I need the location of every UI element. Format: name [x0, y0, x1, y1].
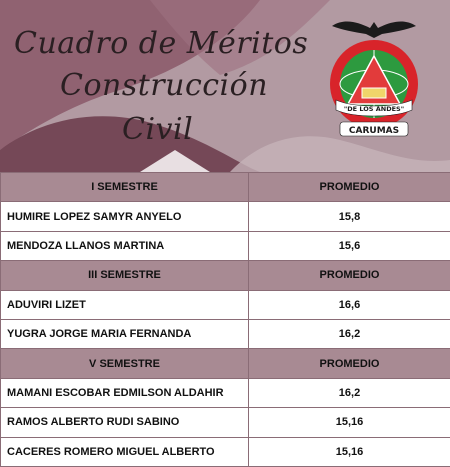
- table-row: [1, 378, 450, 407]
- student-score: 15,16: [249, 408, 450, 437]
- table-row: [1, 437, 450, 466]
- title-line-1: Cuadro de Méritos: [14, 26, 308, 61]
- institute-logo-icon: [314, 12, 434, 146]
- student-score: 16,2: [249, 319, 450, 348]
- semester-header-row: [1, 173, 450, 202]
- student-name: MENDOZA LLANOS MARTINA: [1, 231, 249, 260]
- score-header: PROMEDIO: [249, 173, 450, 202]
- svg-text:CARUMAS: CARUMAS: [349, 126, 399, 136]
- student-name: HUMIRE LOPEZ SAMYR ANYELO: [1, 202, 249, 231]
- student-score: 16,6: [249, 290, 450, 319]
- student-name: MAMANI ESCOBAR EDMILSON ALDAHIR: [1, 378, 249, 407]
- semester-label: V SEMESTRE: [1, 349, 249, 378]
- title-line-2: Construcción: [60, 68, 268, 103]
- semester-label: I SEMESTRE: [1, 173, 249, 202]
- title-line-3: Civil: [122, 112, 193, 147]
- merit-table: [0, 172, 450, 467]
- score-header: PROMEDIO: [249, 261, 450, 290]
- student-name: CACERES ROMERO MIGUEL ALBERTO: [1, 437, 249, 466]
- semester-header-row: [1, 349, 450, 378]
- semester-header-row: [1, 261, 450, 290]
- table-row: [1, 290, 450, 319]
- student-name: RAMOS ALBERTO RUDI SABINO: [1, 408, 249, 437]
- score-header: PROMEDIO: [249, 349, 450, 378]
- table-row: [1, 231, 450, 260]
- student-score: 15,6: [249, 231, 450, 260]
- table-row: [1, 202, 450, 231]
- table-row: [1, 408, 450, 437]
- student-name: YUGRA JORGE MARIA FERNANDA: [1, 319, 249, 348]
- table-row: [1, 319, 450, 348]
- semester-label: III SEMESTRE: [1, 261, 249, 290]
- student-name: ADUVIRI LIZET: [1, 290, 249, 319]
- svg-text:"DE LOS ANDES": "DE LOS ANDES": [344, 105, 404, 113]
- student-score: 15,16: [249, 437, 450, 466]
- student-score: 15,8: [249, 202, 450, 231]
- header-banner: [0, 0, 450, 172]
- student-score: 16,2: [249, 378, 450, 407]
